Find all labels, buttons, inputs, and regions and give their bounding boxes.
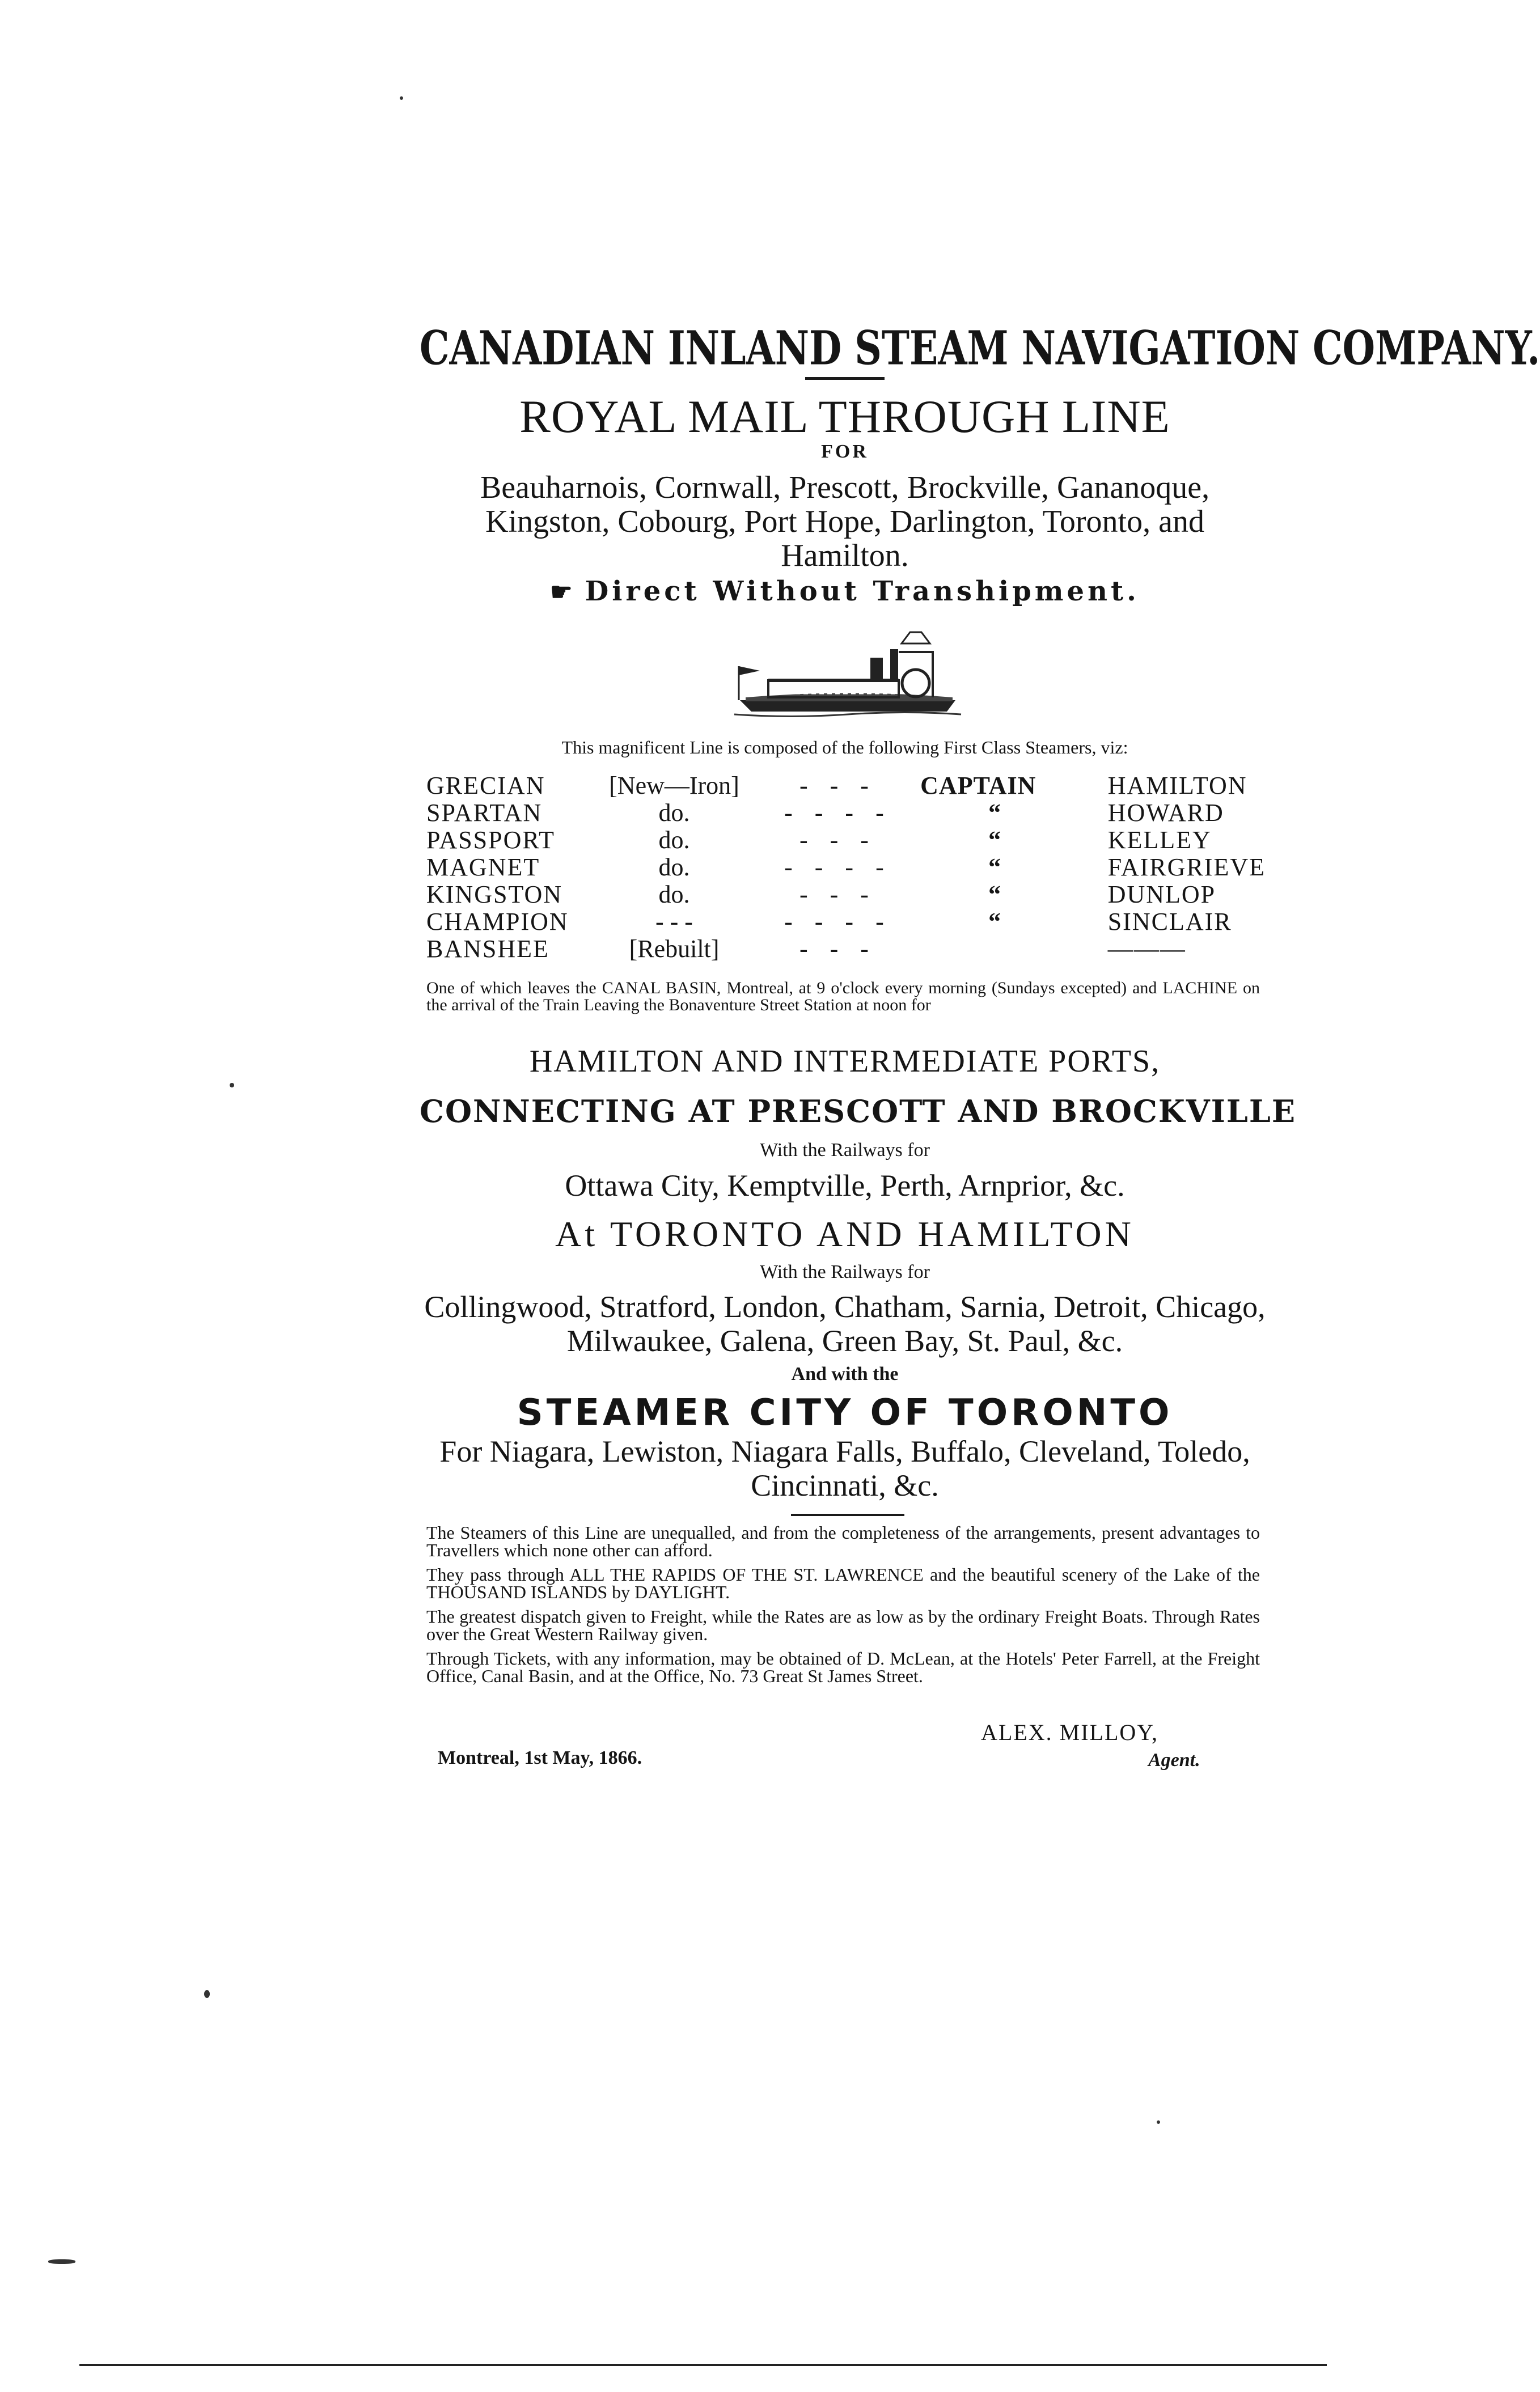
steamer-heading: STEAMER CITY OF TORONTO [517,1392,1173,1434]
agent-signature: ALEX. MILLOY, [981,1720,1159,1745]
captain-name: DUNLOP [1107,880,1216,908]
captain-name: ——— [1107,935,1186,963]
direct-text: Direct Without Transhipment. [585,575,1140,607]
page-title: ROYAL MAIL THROUGH LINE [519,391,1170,442]
table-row [426,881,1266,908]
leader-dashes: - - - - [784,799,892,827]
steamboat-illustration [729,626,967,723]
steamers-table [426,772,1266,963]
connecting-heading: CONNECTING AT PRESCOTT AND BROCKVILLE [420,1093,1297,1129]
captain-title: “ [988,826,1002,854]
issue-date: Montreal, 1st May, 1866. [438,1747,642,1768]
destination-heading: HAMILTON AND INTERMEDIATE PORTS, [529,1044,1161,1079]
table-row [426,772,1266,799]
scan-speck [230,1083,234,1087]
niagara-connections: For Niagara, Lewiston, Niagara Falls, Buffalo, Cleveland, Toledo, Cincinnati, &c. [439,1434,1250,1502]
captain-title [920,935,1108,963]
leader-dashes: - - - - [784,853,892,881]
captain-name: HOWARD [1107,799,1224,827]
steamer-note: - - - [655,908,693,935]
fleet-intro: This magnificent Line is composed of the following First Class Steamers, viz: [561,737,1128,757]
paragraph: They pass through ALL THE RAPIDS OF THE ST. LAWRENCE and the beautiful scenery of the Lake of the THOUSAND ISLANDS by DAYLIGHT. [426,1564,1260,1602]
bottom-rule [79,2364,1327,2366]
divider-rule [805,377,885,380]
notice-paragraphs [426,1524,1260,1692]
paragraph: The greatest dispatch given to Freight, while the Rates are as low as by the ordinary Freight Boats. Through Rates over the Great Western Railway given. [426,1606,1260,1644]
captain-name: HAMILTON [1107,772,1247,799]
steamer-note: [Rebuilt] [629,935,720,963]
scan-speck [400,96,403,100]
steamer-name: GRECIAN [426,772,545,799]
table-row [426,935,1266,963]
steamer-name: MAGNET [426,853,540,881]
agent-title: Agent. [1148,1750,1200,1771]
steamer-name: PASSPORT [426,826,555,854]
company-name: CANADIAN INLAND STEAM NAVIGATION COMPANY. [420,320,1540,376]
captain-name: FAIRGRIEVE [1107,853,1266,881]
table-row [426,854,1266,881]
western-connections: Collingwood, Stratford, London, Chatham, Sarnia, Detroit, Chicago, Milwaukee, Galena, Green Bay, St. Paul, &c. [424,1290,1266,1358]
departure-note: One of which leaves the CANAL BASIN, Montreal, at 9 o'clock every morning (Sundays excepted) and LACHINE on the arrival of the Train Leaving the Bonaventure Street Station at noon for [426,979,1260,1014]
steamer-name: SPARTAN [426,799,543,827]
scan-speck [1157,2120,1160,2124]
steamer-note: do. [658,826,690,854]
paragraph: The Steamers of this Line are unequalled, and from the completeness of the arrangements, present advantages to Travellers which none other can afford. [426,1522,1260,1560]
leader-dashes: - - - - [784,908,892,935]
divider-rule [791,1514,904,1516]
captain-title: CAPTAIN [920,772,1036,799]
table-row [426,908,1266,935]
steamer-note: do. [658,799,690,827]
leader-dashes: - - - [799,935,877,963]
steamer-note: do. [658,853,690,881]
steamer-note: do. [658,880,690,908]
steamer-note: [New—Iron] [609,772,739,799]
steamer-name: BANSHEE [426,935,549,963]
toronto-heading: At TORONTO AND HAMILTON [555,1214,1135,1254]
captain-title: “ [988,799,1002,827]
captain-name: KELLEY [1107,826,1212,854]
leader-dashes: - - - [799,772,877,799]
steamer-name: CHAMPION [426,908,569,935]
ottawa-connections: Ottawa City, Kemptville, Perth, Arnprior, &c. [565,1169,1125,1203]
captain-title: “ [988,853,1002,881]
table-row [426,827,1266,854]
and-with-label: And with the [791,1364,899,1385]
pointing-hand-icon: ☛ [550,578,576,607]
leader-dashes: - - - [799,826,877,854]
steamer-name: KINGSTON [426,880,563,908]
railways-label: With the Railways for [760,1140,930,1161]
paragraph: Through Tickets, with any information, may be obtained of D. McLean, at the Hotels' Peter Farrell, at the Freight Office, Canal Basin, and at the Office, No. 73 Great St James Street. [426,1648,1260,1686]
table-row [426,799,1266,827]
scan-speck [204,1990,210,1998]
for-label: FOR [821,441,869,462]
ports-list: Beauharnois, Cornwall, Prescott, Brockville, Gananoque, Kingston, Cobourg, Port Hope, Darlington, Toronto, and Hamilton. [480,470,1210,573]
leader-dashes: - - - [799,880,877,908]
direct-line [420,575,1270,607]
scan-speck [48,2259,75,2264]
railways-label: With the Railways for [760,1261,930,1282]
captain-title: “ [988,880,1002,908]
captain-title: “ [988,908,1002,935]
captain-name: SINCLAIR [1107,908,1232,935]
